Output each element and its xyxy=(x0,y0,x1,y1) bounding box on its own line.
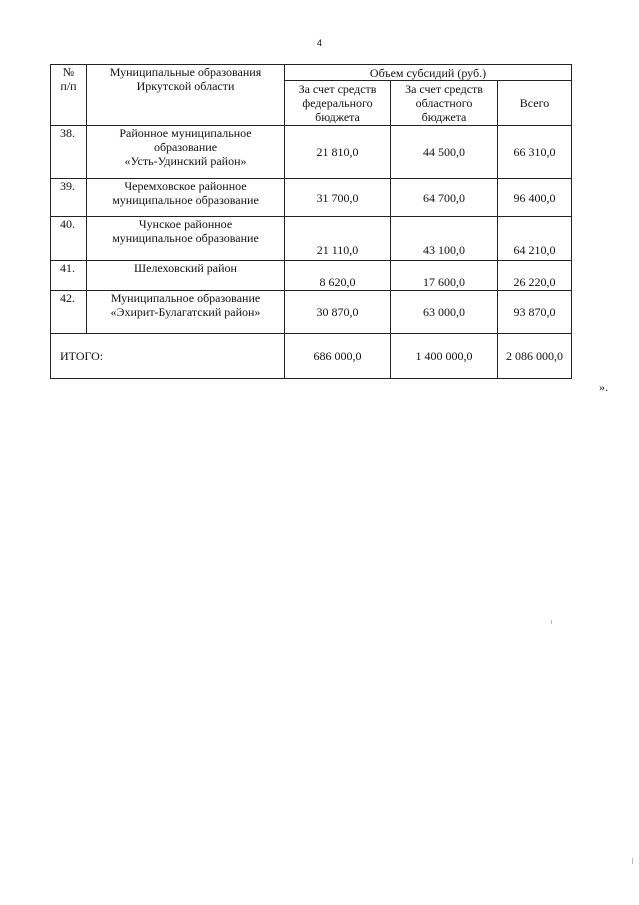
municipality-name xyxy=(87,261,285,291)
regional-value: 64 700,0 xyxy=(391,179,498,217)
header-num xyxy=(51,65,87,126)
municipality-name xyxy=(87,291,285,334)
header-municipality-text: Муниципальные образования Иркутской области xyxy=(109,65,262,93)
scan-speck xyxy=(632,858,633,864)
row-number: 41. xyxy=(51,261,87,291)
federal-value: 8 620,0 xyxy=(285,261,391,291)
header-federal xyxy=(285,81,391,126)
municipality-name xyxy=(87,126,285,179)
federal-value: 31 700,0 xyxy=(285,179,391,217)
totals-federal: 686 000,0 xyxy=(285,334,391,379)
table-row xyxy=(51,179,572,217)
municipality-name-text: Муниципальное образование «Эхирит-Булагатский район» xyxy=(110,291,261,319)
header-municipality xyxy=(87,65,285,126)
total-value: 64 210,0 xyxy=(498,217,572,261)
closing-quote: ». xyxy=(599,380,608,394)
municipality-name-text: Шелеховский район xyxy=(134,261,237,275)
totals-label: ИТОГО: xyxy=(51,334,285,379)
total-value: 96 400,0 xyxy=(498,179,572,217)
municipality-name-text: Чунское районное муниципальное образование xyxy=(112,217,259,245)
total-value: 26 220,0 xyxy=(498,261,572,291)
municipality-name xyxy=(87,217,285,261)
row-number: 40. xyxy=(51,217,87,261)
municipality-name-text: Районное муниципальное образование «Усть-Удинский район» xyxy=(119,126,252,168)
row-number: 39. xyxy=(51,179,87,217)
header-total: Всего xyxy=(498,81,572,126)
regional-value: 44 500,0 xyxy=(391,126,498,179)
regional-value: 63 000,0 xyxy=(391,291,498,334)
header-num-text: № п/п xyxy=(60,65,77,93)
totals-row xyxy=(51,334,572,379)
table-row xyxy=(51,126,572,179)
regional-value: 17 600,0 xyxy=(391,261,498,291)
subsidy-table xyxy=(50,64,572,379)
header-volume: Объем субсидий (руб.) xyxy=(285,65,572,81)
totals-total: 2 086 000,0 xyxy=(498,334,572,379)
municipality-name xyxy=(87,179,285,217)
page-number: 4 xyxy=(316,38,322,48)
row-number: 42. xyxy=(51,291,87,334)
table-row xyxy=(51,217,572,261)
header-regional-text: За счет средств областного бюджета xyxy=(405,82,483,124)
regional-value: 43 100,0 xyxy=(391,217,498,261)
table-row xyxy=(51,261,572,291)
municipality-name-text: Черемховское районное муниципальное образование xyxy=(112,179,259,207)
federal-value: 21 110,0 xyxy=(285,217,391,261)
row-number: 38. xyxy=(51,126,87,179)
total-value: 93 870,0 xyxy=(498,291,572,334)
header-regional xyxy=(391,81,498,126)
header-federal-text: За счет средств федерального бюджета xyxy=(298,82,377,124)
federal-value: 30 870,0 xyxy=(285,291,391,334)
total-value: 66 310,0 xyxy=(498,126,572,179)
federal-value: 21 810,0 xyxy=(285,126,391,179)
table-row xyxy=(51,291,572,334)
scan-speck xyxy=(551,620,552,624)
header-row-1 xyxy=(51,65,572,81)
totals-regional: 1 400 000,0 xyxy=(391,334,498,379)
